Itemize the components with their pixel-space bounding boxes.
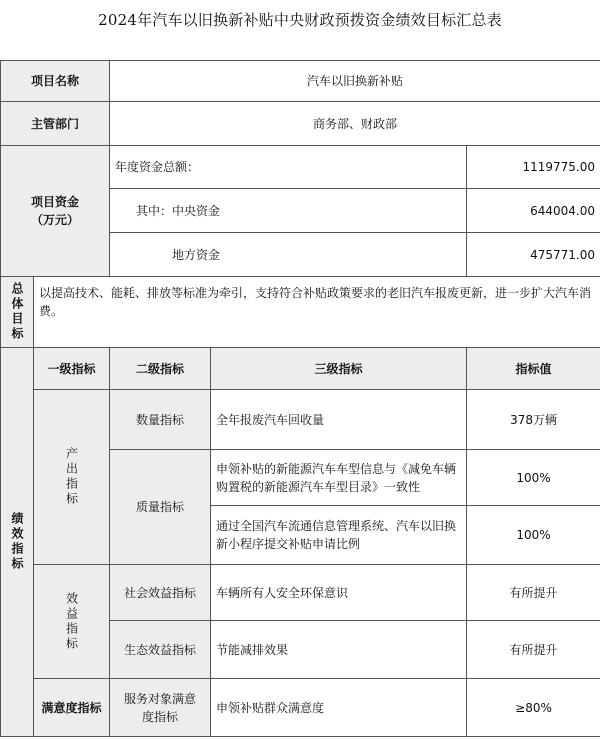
satisfaction-label: 满意度指标 — [34, 679, 110, 737]
row-overall-goal — [1, 277, 600, 348]
benefit-label: 效益指标 — [64, 591, 79, 652]
row-project-name — [1, 61, 600, 102]
quantity-label: 数量指标 — [110, 390, 211, 450]
quantity-value: 378万辆 — [467, 390, 600, 450]
overall-goal-label-cell — [1, 277, 34, 348]
funding-label — [1, 146, 110, 277]
quality-value-1: 100% — [467, 450, 600, 506]
social-benefit-value: 有所提升 — [467, 565, 600, 621]
quality-item-2: 通过全国汽车流通信息管理系统、汽车以旧换新小程序提交补贴申请比例 — [211, 506, 467, 565]
funding-local-value: 475771.00 — [467, 233, 600, 277]
eco-benefit-item: 节能减排效果 — [211, 621, 467, 679]
document-title: 2024年汽车以旧换新补贴中央财政预拨资金绩效目标汇总表 — [98, 10, 502, 29]
row-department — [1, 102, 600, 146]
satisfaction-item: 申领补贴群众满意度 — [211, 679, 467, 737]
funding-local-label: 地方资金 — [110, 233, 467, 277]
header-level1: 一级指标 — [34, 348, 110, 390]
performance-label-cell — [1, 348, 34, 737]
funding-label-line1: 项目资金 — [31, 195, 80, 209]
satisfaction-value: ≥80% — [467, 679, 600, 737]
funding-central-value: 644004.00 — [467, 189, 600, 233]
project-name-value: 汽车以旧换新补贴 — [110, 61, 600, 102]
satisfaction-sub-label: 服务对象满意度指标 — [110, 679, 211, 737]
header-level3: 三级指标 — [211, 348, 467, 390]
department-value: 商务部、财政部 — [110, 102, 600, 146]
blank-strip — [0, 38, 600, 60]
quality-item-1: 申领补贴的新能源汽车车型信息与《减免车辆购置税的新能源汽车车型目录》一致性 — [211, 450, 467, 506]
performance-table — [0, 60, 600, 737]
quality-label: 质量指标 — [110, 450, 211, 565]
overall-goal-label: 总体目标 — [10, 282, 24, 342]
row-quantity — [1, 390, 600, 450]
benefit-label-cell — [34, 565, 110, 679]
social-benefit-label: 社会效益指标 — [110, 565, 211, 621]
row-social-benefit — [1, 565, 600, 621]
performance-label: 绩效指标 — [10, 512, 24, 572]
row-indicator-headers — [1, 348, 600, 390]
quality-value-2: 100% — [467, 506, 600, 565]
row-funding-annual — [1, 146, 600, 189]
quantity-item: 全年报废汽车回收量 — [211, 390, 467, 450]
row-satisfaction — [1, 679, 600, 737]
eco-benefit-value: 有所提升 — [467, 621, 600, 679]
output-label-cell — [34, 390, 110, 565]
funding-central-label: 其中：中央资金 — [110, 189, 467, 233]
funding-label-line2: （万元） — [31, 213, 80, 227]
header-value: 指标值 — [467, 348, 600, 390]
eco-benefit-label: 生态效益指标 — [110, 621, 211, 679]
header-level2: 二级指标 — [110, 348, 211, 390]
output-label: 产出指标 — [64, 447, 79, 507]
funding-annual-value: 1119775.00 — [467, 146, 600, 189]
project-name-label: 项目名称 — [1, 61, 110, 102]
social-benefit-item: 车辆所有人安全环保意识 — [211, 565, 467, 621]
overall-goal-text: 以提高技术、能耗、排放等标准为牵引，支持符合补贴政策要求的老旧汽车报废更新，进一步扩大汽车消费。 — [34, 277, 600, 348]
department-label: 主管部门 — [1, 102, 110, 146]
funding-annual-label: 年度资金总额： — [110, 146, 467, 189]
